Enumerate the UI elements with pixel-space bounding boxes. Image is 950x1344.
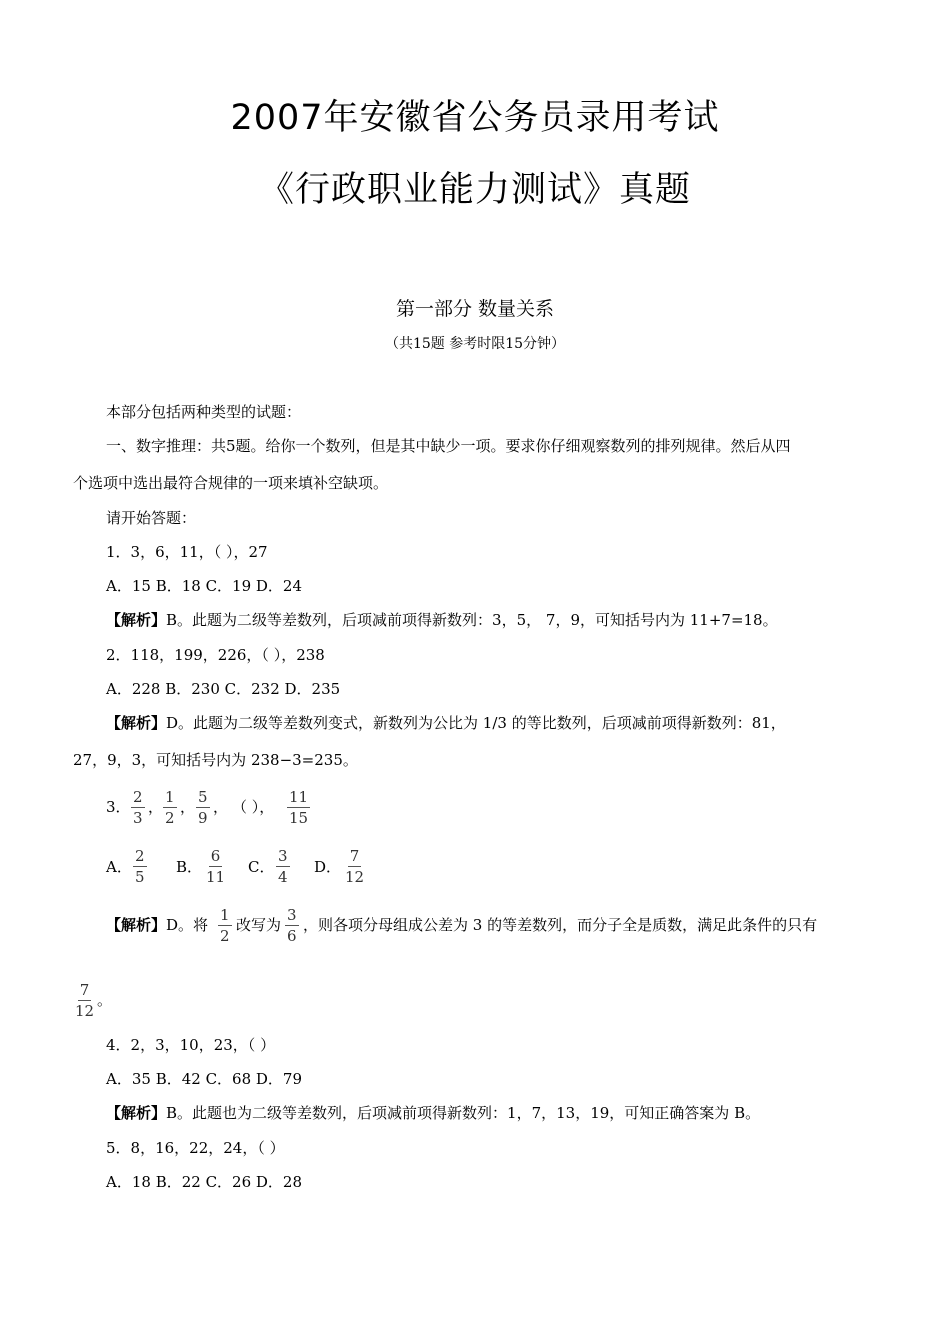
option-b-label: B． (176, 858, 203, 876)
option-a-label: A． (106, 858, 132, 876)
analysis-tag: 【解析】 (106, 1104, 167, 1122)
intro-paragraph-2b: 个选项中选出最符合规律的一项来填补空缺项。 (73, 474, 389, 492)
question-2-options: A．228 B．230 C．232 D．235 (106, 680, 341, 698)
fraction: $\frac{2}{3}$ (133, 788, 143, 827)
intro-paragraph-1: 本部分包括两种类型的试题： (106, 403, 302, 421)
fraction: $\frac{7}{12}$ (345, 847, 365, 886)
analysis-text: D。此题为二级等差数列变式，新数列为公比为 1/3 的等比数列，后项减前项得新数列：81， (166, 714, 786, 732)
question-1-stem: 1．3，6，11，（ ），27 (106, 543, 268, 561)
option-c-label: C． (248, 858, 275, 876)
separator: ， (180, 798, 196, 816)
question-4-stem: 4．2，3，10，23，（ ） (106, 1036, 276, 1054)
section-heading: 第一部分 数量关系 (395, 298, 555, 320)
fraction: $\frac{1}{2}$ (220, 906, 230, 945)
fraction: $\frac{1}{2}$ (165, 788, 175, 827)
question-3-blank: （ ）， (232, 798, 275, 816)
question-1-analysis (106, 610, 778, 630)
fraction: $\frac{2}{5}$ (135, 847, 145, 886)
analysis-text: ，则各项分母组成公差为 3 的等差数列，而分子全是质数，满足此条件的只有 (303, 916, 818, 934)
fraction: $\frac{6}{11}$ (206, 847, 226, 886)
fraction: $\frac{3}{4}$ (278, 847, 288, 886)
section-subheading: （共15题 参考时限15分钟） (384, 336, 566, 352)
question-4-analysis (106, 1103, 760, 1123)
question-3-number: 3． (106, 798, 131, 816)
analysis-text: B。此题也为二级等差数列，后项减前项得新数列：1，7，13，19，可知正确答案为 B。 (166, 1104, 761, 1122)
question-5-options: A．18 B．22 C．26 D．28 (106, 1173, 303, 1191)
fraction: $\frac{5}{9}$ (198, 788, 208, 827)
analysis-tag: 【解析】 (106, 714, 167, 732)
question-4-options: A．35 B．42 C．68 D．79 (106, 1070, 303, 1088)
separator: ， (148, 798, 164, 816)
fraction: $\frac{3}{6}$ (287, 906, 297, 945)
analysis-text: B。此题为二级等差数列，后项减前项得新数列：3，5， 7，9，可知括号内为 11+7=18。 (166, 611, 778, 629)
question-2-analysis-cont: 27，9，3，可知括号内为 238−3=235。 (73, 751, 358, 769)
question-1-options: A．15 B．18 C．19 D．24 (106, 577, 303, 595)
fraction: $\frac{11}{15}$ (289, 788, 309, 827)
question-5-stem: 5．8，16，22，24，（ ） (106, 1139, 285, 1157)
question-2-stem: 2．118，199，226，（ ），238 (106, 646, 325, 664)
fraction: $\frac{7}{12}$ (75, 981, 95, 1020)
document-title-line1: 2007年安徽省公务员录用考试 (230, 98, 720, 138)
question-3-analysis (106, 915, 208, 935)
intro-paragraph-3: 请开始答题： (106, 509, 197, 527)
analysis-tag: 【解析】 (106, 916, 167, 934)
intro-paragraph-2a: 一、数字推理：共5题。给你一个数列，但是其中缺少一项。要求你仔细观察数列的排列规律。然后从四 (106, 437, 791, 455)
analysis-text: 。 (97, 991, 113, 1009)
document-title-line2: 《行政职业能力测试》真题 (258, 170, 691, 210)
separator: ， (213, 798, 229, 816)
analysis-tag: 【解析】 (106, 611, 167, 629)
option-d-label: D． (314, 858, 342, 876)
question-2-analysis (106, 713, 786, 733)
analysis-text: D。将 (166, 916, 209, 934)
analysis-text: 改写为 (236, 916, 282, 934)
